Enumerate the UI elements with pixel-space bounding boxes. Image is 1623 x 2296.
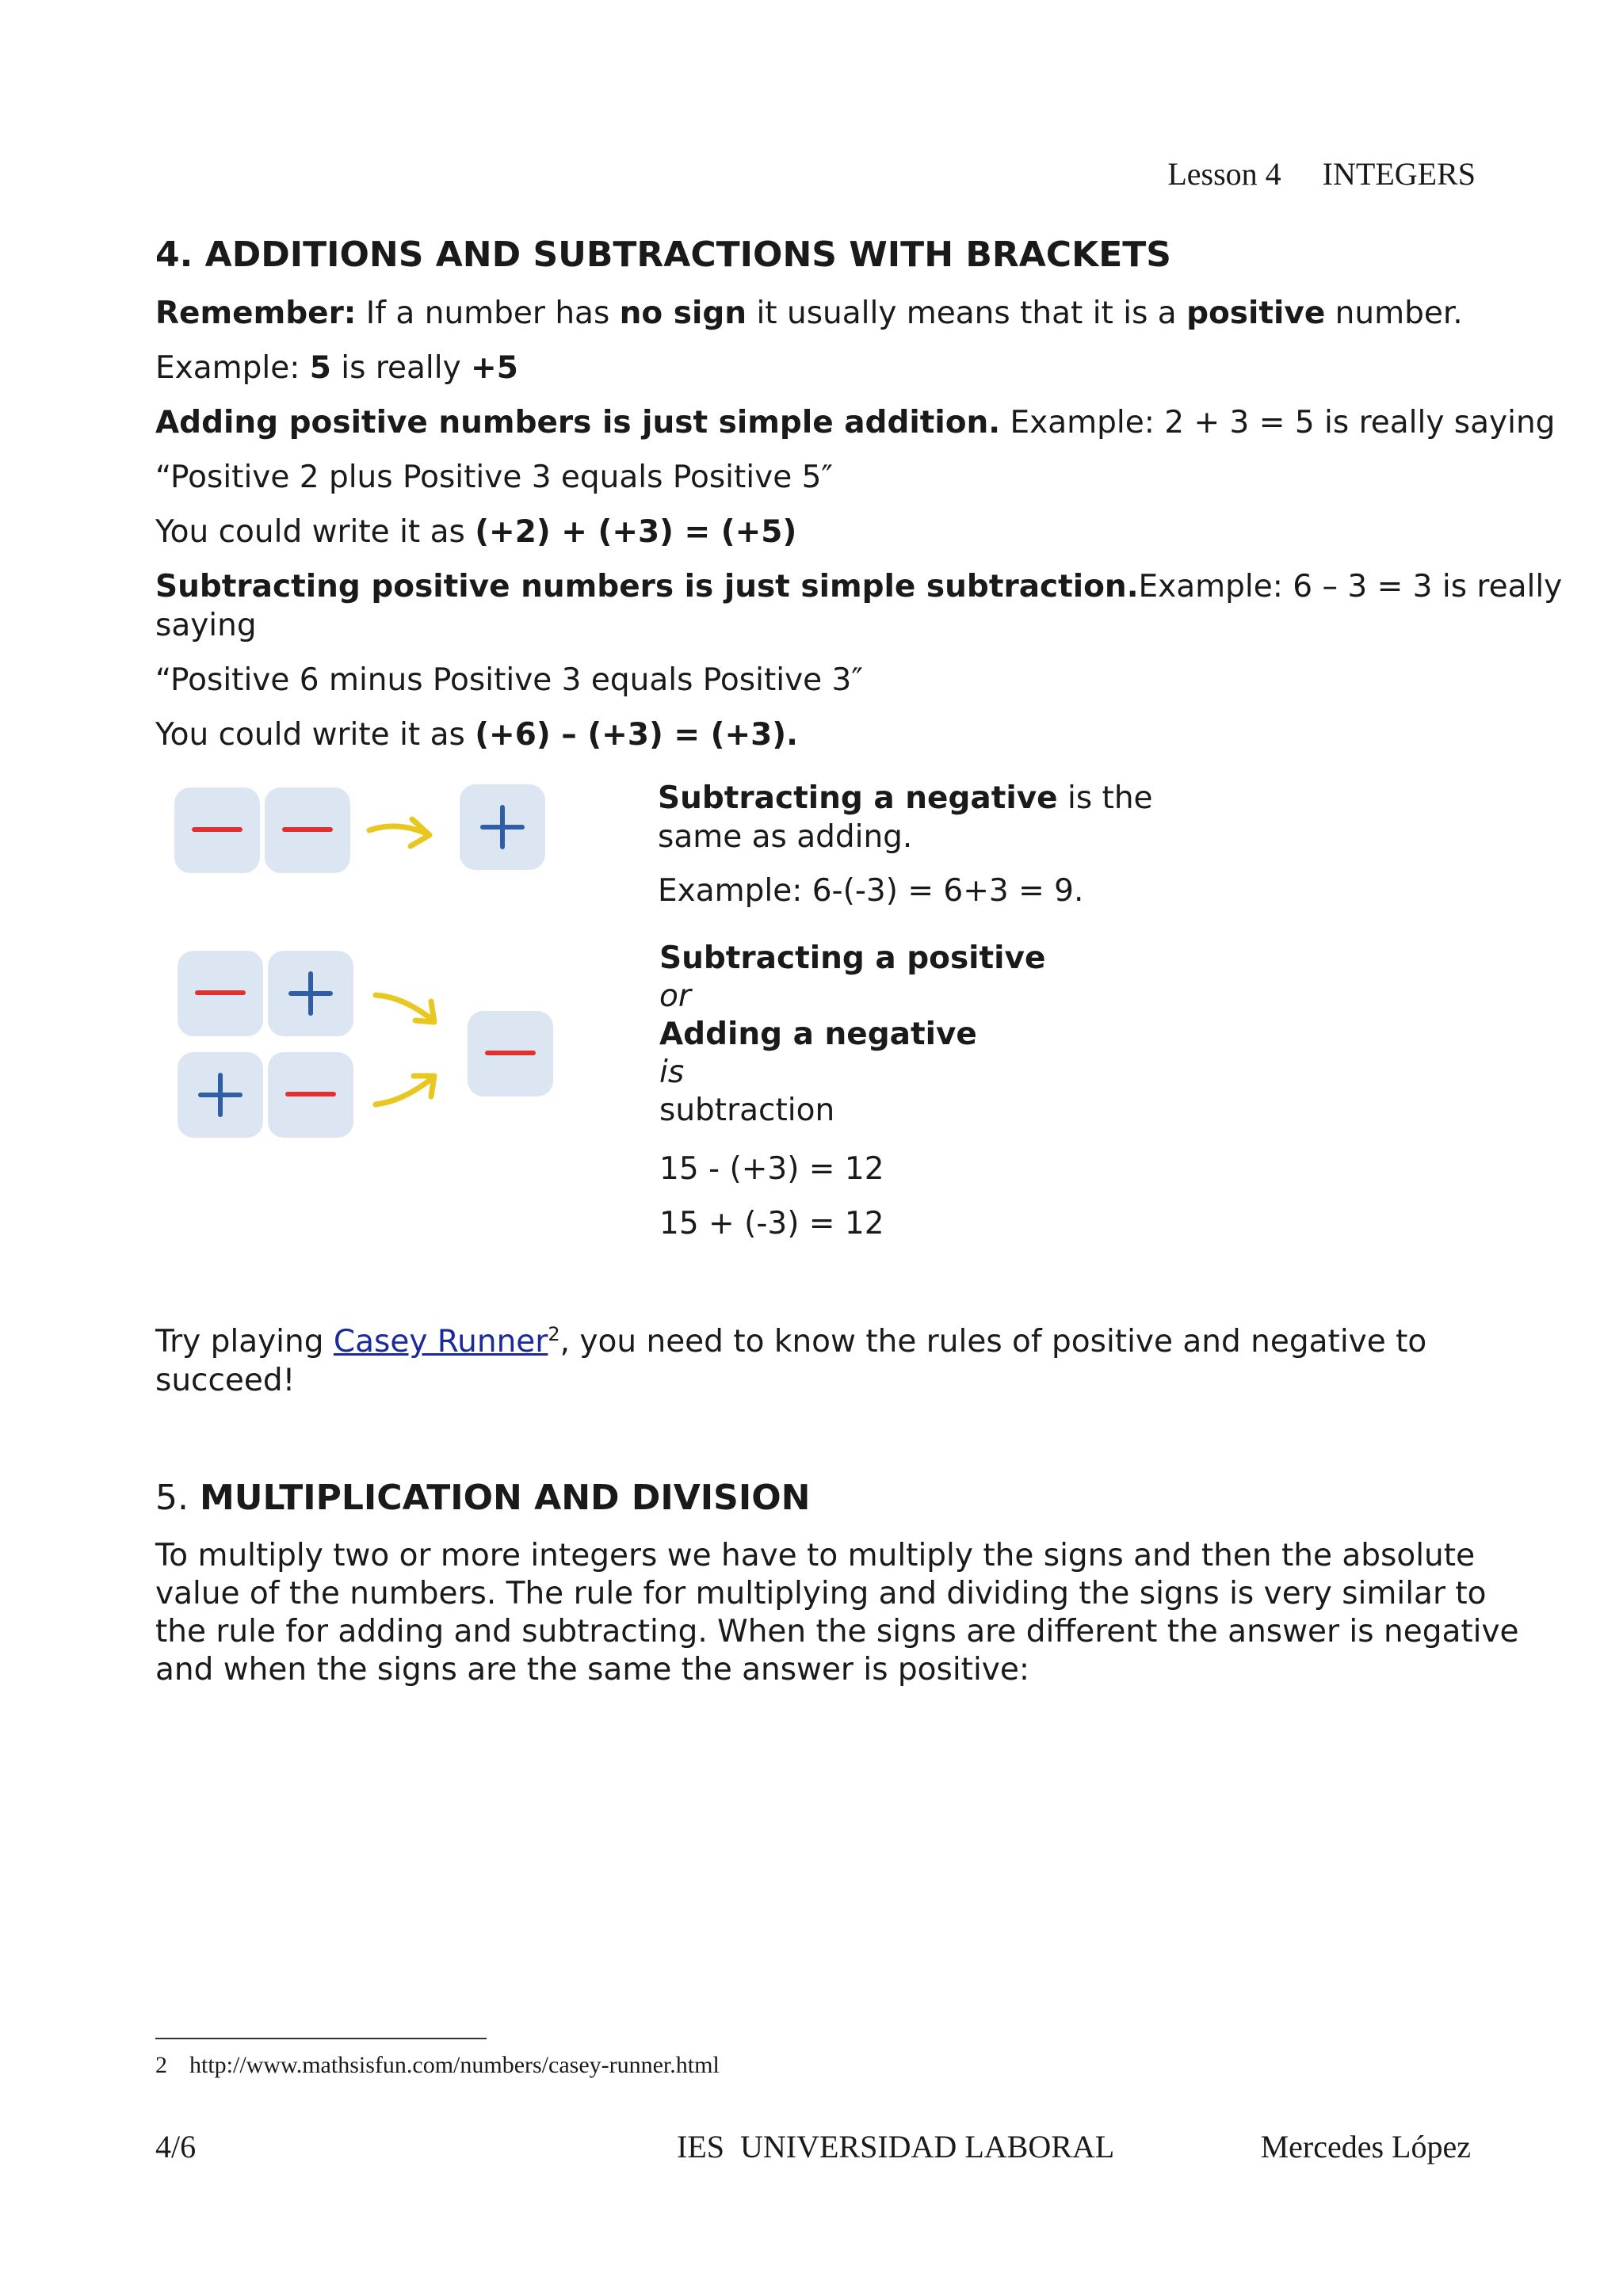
rule2-example-2: 15 + (-3) = 12 bbox=[659, 1206, 884, 1241]
footnote-number: 2 bbox=[155, 2052, 167, 2078]
footnote bbox=[155, 2050, 720, 2081]
header-lesson: Lesson 4 bbox=[1167, 156, 1281, 192]
header-title: INTEGERS bbox=[1322, 156, 1476, 192]
subtracting-line-wrap: saying bbox=[155, 608, 257, 643]
remember-line: Remember: If a number has no sign it usually means that it is a positive number. bbox=[155, 296, 1463, 331]
example-line: Example: 5 is really +5 bbox=[155, 350, 518, 386]
subtracting-quote: “Positive 6 minus Positive 3 equals Positive 3″ bbox=[155, 662, 863, 698]
footnote-ref[interactable]: 2 bbox=[548, 1323, 560, 1345]
minus-tile-result bbox=[468, 1011, 553, 1097]
plus-tile bbox=[268, 951, 353, 1036]
minus-tile bbox=[178, 951, 263, 1036]
arrow-down-icon bbox=[371, 986, 447, 1036]
try-playing-line: Try playing Casey Runner$^2$, you need to know the rules of positive and negative to bbox=[155, 1323, 1427, 1360]
footnote-url: http://www.mathsisfun.com/numbers/casey-runner.html bbox=[189, 2052, 720, 2078]
subtracting-write-line: You could write it as (+6) – (+3) = (+3). bbox=[155, 717, 798, 753]
plus-tile bbox=[460, 784, 545, 870]
section-4-heading: 4. ADDITIONS AND SUBTRACTIONS WITH BRACKETS bbox=[155, 235, 1171, 275]
footer-author: Mercedes López bbox=[1260, 2129, 1471, 2164]
adding-line: Adding positive numbers is just simple addition. Example: 2 + 3 = 5 is really saying bbox=[155, 405, 1556, 441]
footer-school: IES UNIVERSIDAD LABORAL bbox=[677, 2129, 1115, 2164]
minus-icon bbox=[192, 827, 242, 832]
adding-quote: “Positive 2 plus Positive 3 equals Positive 5″ bbox=[155, 460, 833, 495]
minus-icon bbox=[285, 1092, 336, 1097]
section-5-paragraph: To multiply two or more integers we have to multiply the signs and then the absolute value of the numbers. The rule for multiplying and dividing the signs is very similar to the rule for adding and subtracting. When the signs are different the answer is negative and when the signs are the same the answer is positive: bbox=[155, 1538, 1519, 1688]
arrow-up-icon bbox=[371, 1063, 447, 1114]
rule1-text-wrap: same as adding. bbox=[658, 819, 913, 855]
sign-rule-illustration-1 bbox=[174, 784, 555, 879]
rule2-text: Subtracting a positive or Adding a negative is subtraction bbox=[659, 940, 1046, 1128]
rule1-text: Subtracting a negative is the bbox=[658, 780, 1153, 816]
minus-icon bbox=[195, 990, 246, 995]
minus-icon bbox=[485, 1051, 536, 1055]
page-header bbox=[1167, 155, 1476, 193]
minus-tile bbox=[174, 788, 260, 873]
sign-rule-illustration-2 bbox=[178, 951, 574, 1149]
rule2-example-1: 15 - (+3) = 12 bbox=[659, 1151, 884, 1187]
arrow-icon bbox=[365, 807, 441, 857]
minus-tile bbox=[265, 788, 350, 873]
plus-tile bbox=[178, 1052, 263, 1138]
minus-icon bbox=[282, 827, 333, 832]
try-playing-line-wrap: succeed! bbox=[155, 1363, 296, 1398]
section-5-heading: 5. MULTIPLICATION AND DIVISION bbox=[155, 1478, 811, 1518]
footnote-divider bbox=[155, 2038, 487, 2039]
minus-tile bbox=[268, 1052, 353, 1138]
casey-runner-link[interactable]: Casey Runner bbox=[333, 1324, 548, 1360]
footer-page-number: 4/6 bbox=[155, 2129, 197, 2164]
subtracting-line: Subtracting positive numbers is just simple subtraction.Example: 6 – 3 = 3 is really bbox=[155, 569, 1563, 605]
rule1-example: Example: 6-(-3) = 6+3 = 9. bbox=[658, 873, 1084, 909]
adding-write-line: You could write it as (+2) + (+3) = (+5) bbox=[155, 514, 797, 550]
